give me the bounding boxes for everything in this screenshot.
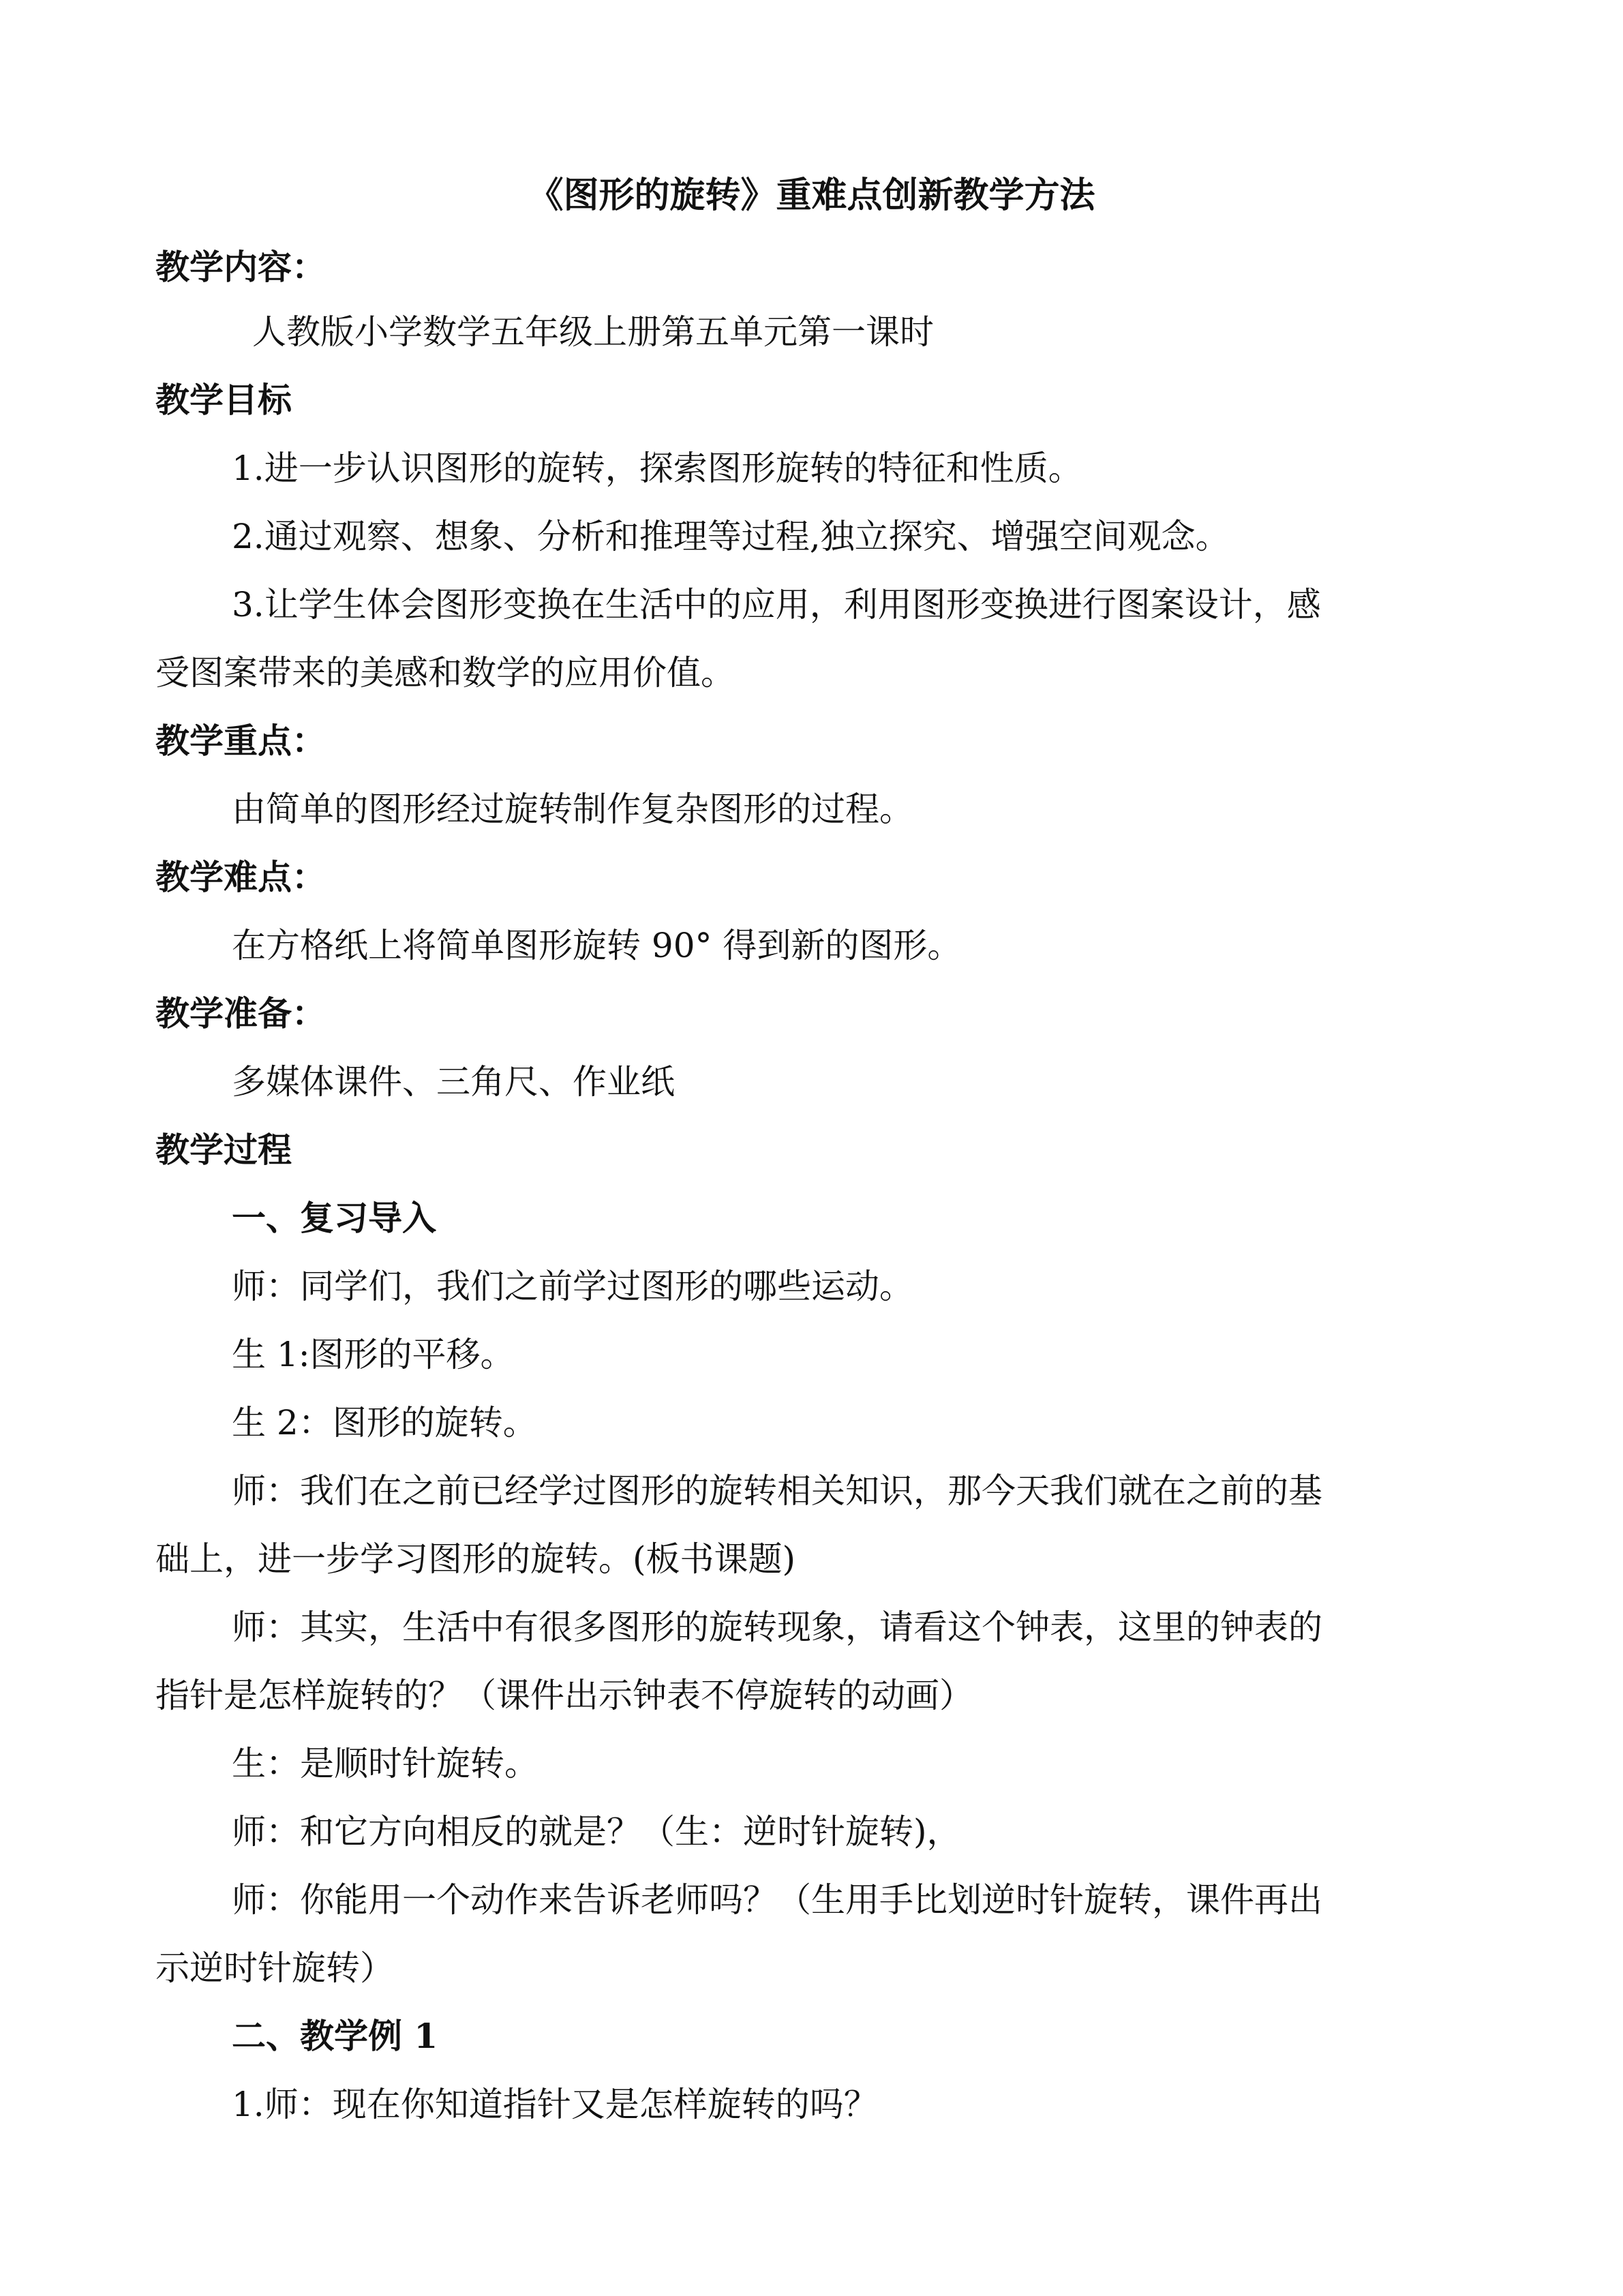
part1-heading: 一、复习导入 — [232, 1198, 436, 1238]
key-points-heading: 教学重点： — [155, 721, 326, 761]
process-line: 师：我们在之前已经学过图形的旋转相关知识，那今天我们就在之前的基 — [232, 1471, 1322, 1511]
process-line: 师：其实，生活中有很多图形的旋转现象，请看这个钟表，这里的钟表的 — [232, 1607, 1322, 1647]
process-heading: 教学过程 — [155, 1130, 292, 1170]
goal-item-3-cont: 受图案带来的美感和数学的应用价值。 — [155, 653, 735, 693]
goals-heading: 教学目标 — [155, 380, 292, 420]
process-line: 指针是怎样旋转的？（课件出示钟表不停旋转的动画） — [155, 1676, 973, 1715]
part2-line: 1.师：现在你知道指针又是怎样旋转的吗？ — [232, 2085, 878, 2124]
process-line: 师：你能用一个动作来告诉老师吗？（生用手比划逆时针旋转，课件再出 — [232, 1880, 1322, 1920]
document-title: 《图形的旋转》重难点创新教学方法 — [528, 175, 1095, 216]
key-points-text: 由简单的图形经过旋转制作复杂图形的过程。 — [232, 789, 913, 829]
process-line: 生 2：图形的旋转。 — [232, 1403, 537, 1442]
content-text: 人教版小学数学五年级上册第五单元第一课时 — [252, 312, 934, 352]
process-line: 师：同学们，我们之前学过图形的哪些运动。 — [232, 1267, 913, 1306]
goal-item-1: 1.进一步认识图形的旋转，探索图形旋转的特征和性质。 — [232, 449, 1082, 488]
goal-item-3: 3.让学生体会图形变换在生活中的应用，利用图形变换进行图案设计，感 — [232, 585, 1321, 624]
content-heading: 教学内容： — [155, 247, 326, 287]
process-line: 示逆时针旋转） — [155, 1948, 394, 1988]
process-line: 础上，进一步学习图形的旋转。(板书课题) — [155, 1539, 796, 1579]
difficulties-heading: 教学难点： — [155, 857, 326, 897]
process-line: 生：是顺时针旋转。 — [232, 1744, 539, 1783]
preparation-heading: 教学准备： — [155, 993, 326, 1033]
preparation-text: 多媒体课件、三角尺、作业纸 — [232, 1062, 675, 1102]
part2-heading: 二、教学例 1 — [232, 2016, 438, 2056]
difficulties-text: 在方格纸上将简单图形旋转 90° 得到新的图形。 — [232, 926, 962, 965]
process-line: 生 1:图形的平移。 — [232, 1335, 515, 1374]
process-line: 师：和它方向相反的就是？（生：逆时针旋转)， — [232, 1812, 961, 1852]
goal-item-2: 2.通过观察、想象、分析和推理等过程,独立探究、增强空间观念。 — [232, 517, 1230, 556]
